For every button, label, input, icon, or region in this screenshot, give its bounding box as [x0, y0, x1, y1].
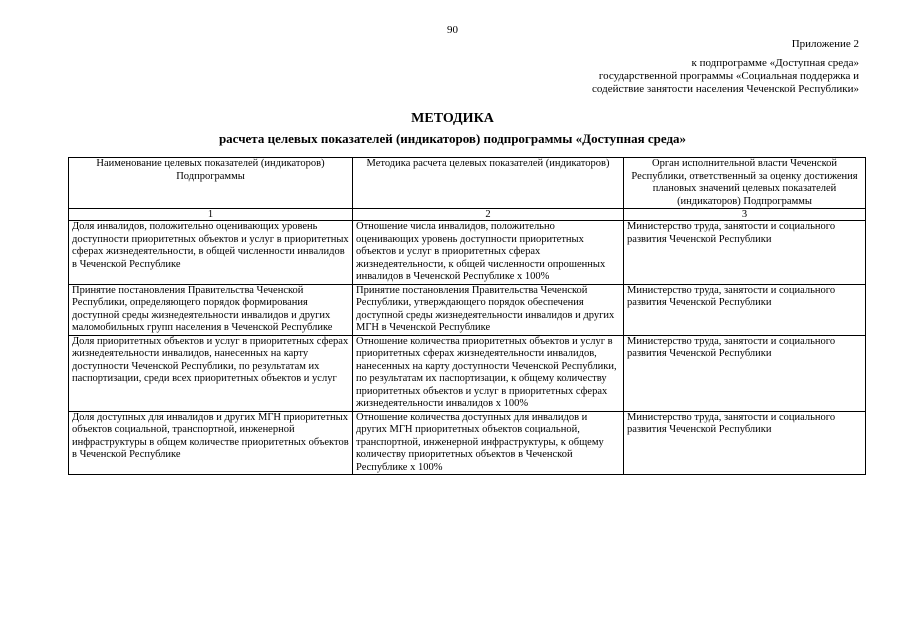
- method-cell: Принятие постановления Правительства Чеченской Республики, утверждающего порядок обеспечения доступной среды жизнедеятельности инвалидов и других МГН в Чеченской Республике: [353, 284, 624, 335]
- indicator-cell: Доля доступных для инвалидов и других МГН приоритетных объектов социальной, транспортной, инженерной инфраструктуры в общем количестве приоритетных объектов в Чеченской Республике: [69, 411, 353, 475]
- header-authority: Орган исполнительной власти Чеченской Республики, ответственный за оценку достижения плановых значений целевых показателей (индикаторов) Подпрограммы: [624, 158, 866, 209]
- authority-cell: Министерство труда, занятости и социального развития Чеченской Республики: [624, 335, 866, 411]
- authority-cell: Министерство труда, занятости и социального развития Чеченской Республики: [624, 221, 866, 285]
- table-row: [69, 335, 866, 411]
- appendix-block: [592, 38, 859, 96]
- page-number: 90: [447, 24, 458, 36]
- column-number: 2: [353, 209, 624, 221]
- header-indicator: Наименование целевых показателей (индикаторов) Подпрограммы: [69, 158, 353, 209]
- column-number-row: [69, 209, 866, 221]
- document-subtitle: расчета целевых показателей (индикаторов) подпрограммы «Доступная среда»: [218, 131, 687, 146]
- column-number: 1: [69, 209, 353, 221]
- method-cell: Отношение числа инвалидов, положительно оценивающих уровень доступности приоритетных объектов и услуг в приоритетных сферах жизнедеятельности, к общей численности опрошенных инвалидов в Чеченской Республике х 100%: [353, 221, 624, 285]
- appendix-line: содействие занятости населения Чеченской Республики»: [592, 83, 859, 95]
- table-row: [69, 411, 866, 475]
- document-title: МЕТОДИКА: [411, 111, 494, 126]
- method-cell: Отношение количества доступных для инвалидов и других МГН приоритетных объектов социальной, транспортной, инженерной инфраструктуры, к общему количеству приоритетных объектов в Чеченской Республике х 100%: [353, 411, 624, 475]
- appendix-line: к подпрограмме «Доступная среда»: [691, 57, 859, 69]
- table-header-row: [69, 158, 866, 209]
- method-cell: Отношение количества приоритетных объектов и услуг в приоритетных сферах жизнедеятельности инвалидов, нанесенных на карту доступности Чеченской Республики, по результатам их паспортизации, к общему количеству приоритетных объектов и услуг в приоритетных сферах жизнедеятельности инвалидов х 100%: [353, 335, 624, 411]
- authority-cell: Министерство труда, занятости и социального развития Чеченской Республики: [624, 284, 866, 335]
- indicator-cell: Доля приоритетных объектов и услуг в приоритетных сферах жизнедеятельности инвалидов, нанесенных на карту доступности Чеченской Республики, по результатам их паспортизации, среди всех приоритетных объектов и услуг: [69, 335, 353, 411]
- indicator-cell: Доля инвалидов, положительно оценивающих уровень доступности приоритетных объектов и услуг в приоритетных сферах жизнедеятельности, в общей численности инвалидов в Чеченской Республике: [69, 221, 353, 285]
- appendix-number: Приложение 2: [791, 38, 859, 50]
- indicator-cell: Принятие постановления Правительства Чеченской Республики, определяющего порядок формирования доступной среды жизнедеятельности инвалидов и других маломобильных групп населения в Чеченской Республике: [69, 284, 353, 335]
- authority-cell: Министерство труда, занятости и социального развития Чеченской Республики: [624, 411, 866, 475]
- table-row: [69, 221, 866, 285]
- column-number: 3: [624, 209, 866, 221]
- appendix-line: государственной программы «Социальная поддержка и: [598, 70, 859, 82]
- header-method: Методика расчета целевых показателей (индикаторов): [353, 158, 624, 209]
- methodology-table: [68, 157, 866, 475]
- table-row: [69, 284, 866, 335]
